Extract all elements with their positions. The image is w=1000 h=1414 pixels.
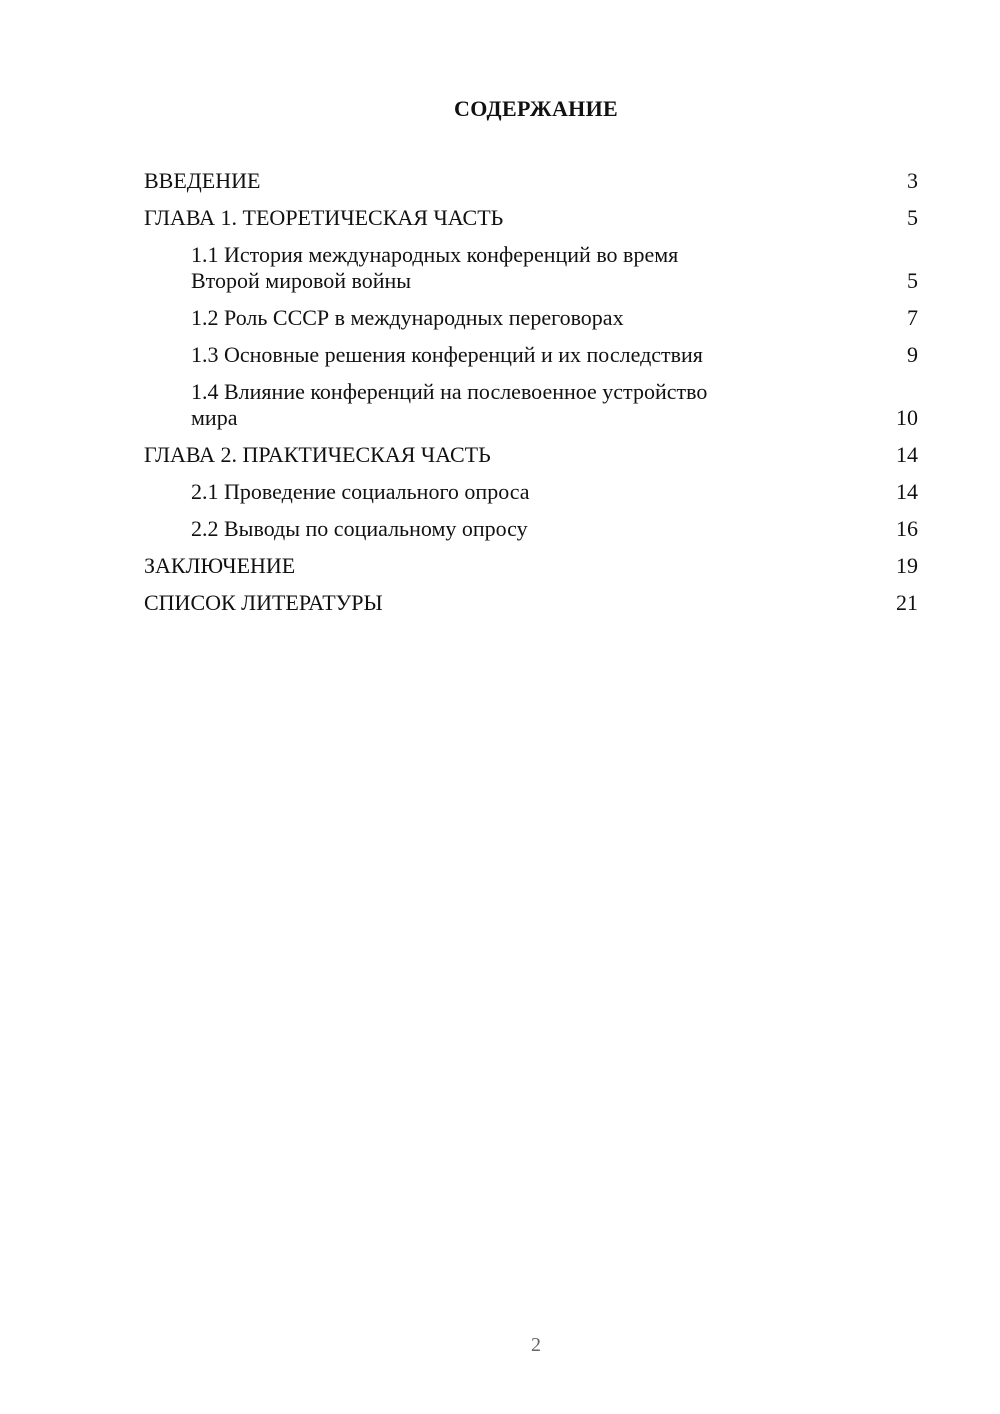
toc-entry-text: СПИСОК ЛИТЕРАТУРЫ bbox=[144, 590, 383, 615]
toc-entry-section-1-2[interactable] bbox=[144, 305, 918, 331]
toc-entry-introduction[interactable] bbox=[144, 168, 918, 194]
toc-entry-chapter-1[interactable] bbox=[144, 205, 918, 231]
toc-entry-section-1-1[interactable] bbox=[144, 242, 918, 294]
toc-entry-page: 7 bbox=[907, 305, 918, 330]
toc-entry-text: ВВЕДЕНИЕ bbox=[144, 168, 261, 193]
toc-entry-page: 9 bbox=[907, 342, 918, 367]
footer-page-number: 2 bbox=[531, 1334, 541, 1356]
table-of-contents bbox=[144, 168, 918, 627]
toc-entry-text: ЗАКЛЮЧЕНИЕ bbox=[144, 553, 296, 578]
toc-entry-page: 5 bbox=[907, 205, 918, 230]
toc-entry-references[interactable] bbox=[144, 590, 918, 616]
toc-entry-conclusion[interactable] bbox=[144, 553, 918, 579]
toc-entry-text: 1.3 Основные решения конференций и их последствия bbox=[191, 342, 703, 367]
toc-entry-text: 1.4 Влияние конференций на послевоенное устройство мира bbox=[191, 379, 708, 430]
toc-heading: СОДЕРЖАНИЕ bbox=[454, 96, 618, 121]
toc-entry-page: 10 bbox=[896, 405, 918, 430]
toc-entry-page: 14 bbox=[896, 479, 918, 504]
toc-entry-text: 1.2 Роль СССР в международных переговорах bbox=[191, 305, 624, 330]
toc-entry-page: 3 bbox=[907, 168, 918, 193]
toc-entry-chapter-2[interactable] bbox=[144, 442, 918, 468]
toc-entry-section-1-4[interactable] bbox=[144, 379, 918, 431]
toc-entry-page: 14 bbox=[896, 442, 918, 467]
toc-entry-text: 2.2 Выводы по социальному опросу bbox=[191, 516, 528, 541]
toc-entry-page: 16 bbox=[896, 516, 918, 541]
toc-entry-section-2-2[interactable] bbox=[144, 516, 918, 542]
toc-entry-section-1-3[interactable] bbox=[144, 342, 918, 368]
toc-entry-page: 21 bbox=[896, 590, 918, 615]
toc-entry-section-2-1[interactable] bbox=[144, 479, 918, 505]
toc-entry-page: 5 bbox=[907, 268, 918, 293]
toc-entry-page: 19 bbox=[896, 553, 918, 578]
toc-entry-text: ГЛАВА 2. ПРАКТИЧЕСКАЯ ЧАСТЬ bbox=[144, 442, 491, 467]
toc-entry-text: 2.1 Проведение социального опроса bbox=[191, 479, 530, 504]
toc-entry-text: 1.1 История международных конференций во время Второй мировой войны bbox=[191, 242, 679, 293]
toc-entry-text: ГЛАВА 1. ТЕОРЕТИЧЕСКАЯ ЧАСТЬ bbox=[144, 205, 504, 230]
